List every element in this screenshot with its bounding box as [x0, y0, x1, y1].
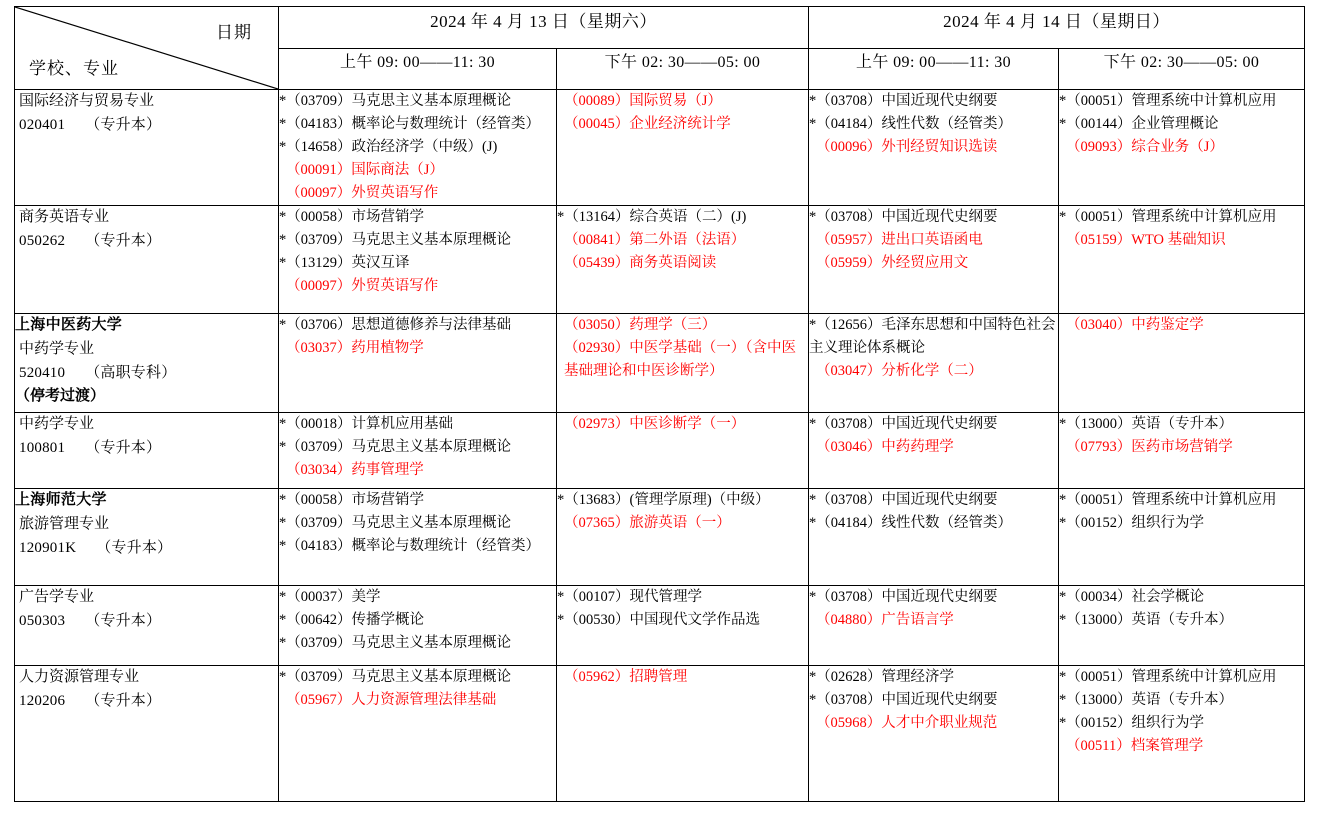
subject-item-optional: （05967）人力资源管理法律基础 — [286, 692, 497, 709]
subject-item-required: *（04184）线性代数（经管类） — [809, 116, 1012, 133]
subject-item-optional: （03040）中药鉴定学 — [1066, 317, 1204, 334]
table-row — [15, 489, 1305, 586]
major-level: （专升本） — [85, 612, 162, 629]
subject-item-required: *（00034）社会学概论 — [1059, 589, 1204, 606]
subject-item-required: *（04183）概率论与数理统计（经管类） — [279, 538, 540, 555]
subject-item-optional: （00091）国际商法（J） — [286, 162, 444, 179]
subject-item-required: *（02628）管理经济学 — [809, 669, 954, 686]
subject-item-optional: （02930）中医学基础（一）（含中医基础理论和中医诊断学） — [564, 340, 796, 380]
major-cell — [15, 586, 279, 666]
major-cell — [15, 314, 279, 413]
subject-item-required: *（03708）中国近现代史纲要 — [809, 93, 998, 109]
subject-item-required: *（13000）英语（专升本） — [1059, 416, 1233, 433]
subject-cell — [1059, 413, 1305, 489]
subject-item-required: *（13164）综合英语（二）(J) — [557, 209, 747, 226]
subject-item-optional: （03046）中药药理学 — [816, 439, 954, 456]
table-row — [15, 206, 1305, 314]
subject-cell — [809, 413, 1059, 489]
corner-header-cell — [15, 7, 279, 90]
major-cell — [15, 666, 279, 802]
major-level: （专升本） — [85, 692, 162, 709]
exam-schedule-table — [14, 6, 1305, 802]
subject-cell — [557, 314, 809, 413]
subject-cell — [1059, 489, 1305, 586]
subject-item-optional: （00096）外刊经贸知识选读 — [816, 139, 998, 156]
subject-item-required: *（13000）英语（专升本） — [1059, 612, 1233, 629]
subject-item-optional: （05968）人才中介职业规范 — [816, 715, 998, 732]
subject-item-required: *（00530）中国现代文学作品选 — [557, 612, 760, 629]
major-code-number: 520410 — [19, 364, 66, 381]
major-code-number: 100801 — [19, 439, 66, 456]
subject-item-optional: （00511）档案管理学 — [1066, 738, 1204, 755]
major-code-number: 120206 — [19, 692, 66, 709]
subject-item-required: *（03709）马克思主义基本原理概论 — [279, 669, 511, 686]
subject-item-required: *（04184）线性代数（经管类） — [809, 515, 1012, 532]
day-header-1: 2024 年 4 月 14 日（星期日） — [809, 7, 1305, 49]
major-code — [15, 230, 278, 254]
subject-item-required: *（00152）组织行为学 — [1059, 515, 1204, 532]
major-code — [15, 610, 278, 634]
table-body — [15, 90, 1305, 802]
subject-cell — [279, 90, 557, 206]
subject-item-required: *（03709）马克思主义基本原理概论 — [279, 635, 511, 652]
major-code-number: 050262 — [19, 232, 66, 249]
major-level: （专升本） — [85, 439, 162, 456]
subject-item-required: *（00051）管理系统中计算机应用 — [1059, 669, 1277, 686]
session-header-2: 上午 09: 00——11: 30 — [809, 48, 1059, 90]
subject-item-required: *（03708）中国近现代史纲要 — [809, 692, 998, 709]
corner-date-label: 日期 — [216, 23, 252, 42]
subject-item-optional: （09093）综合业务（J） — [1066, 139, 1224, 156]
subject-item-required: *（04183）概率论与数理统计（经管类） — [279, 116, 540, 133]
subject-item-optional: （02973）中医诊断学（一） — [564, 416, 746, 433]
subject-cell — [279, 586, 557, 666]
subject-cell — [557, 586, 809, 666]
subject-cell — [809, 586, 1059, 666]
subject-item-required: *（13000）英语（专升本） — [1059, 692, 1233, 709]
major-code-number: 050303 — [19, 612, 66, 629]
subject-item-optional: （05439）商务英语阅读 — [564, 255, 717, 272]
subject-cell — [809, 90, 1059, 206]
subject-cell — [809, 314, 1059, 413]
major-code — [15, 114, 278, 138]
subject-cell — [557, 90, 809, 206]
subject-cell — [279, 206, 557, 314]
subject-cell — [557, 413, 809, 489]
major-cell — [15, 413, 279, 489]
subject-item-optional: （05159）WTO 基础知识 — [1066, 232, 1226, 249]
major-cell — [15, 206, 279, 314]
major-level: （专升本） — [85, 232, 162, 249]
school-name: 上海师范大学 — [15, 492, 107, 509]
school-name: 上海中医药大学 — [15, 317, 123, 334]
session-header-0: 上午 09: 00——11: 30 — [279, 48, 557, 90]
subject-item-required: *（03708）中国近现代史纲要 — [809, 209, 998, 226]
subject-item-required: *（00058）市场营销学 — [279, 492, 424, 509]
subject-item-required: *（00144）企业管理概论 — [1059, 116, 1219, 133]
table-row — [15, 90, 1305, 206]
subject-cell — [279, 314, 557, 413]
major-code — [15, 690, 278, 714]
subject-item-required: *（03708）中国近现代史纲要 — [809, 589, 998, 606]
subject-item-required: *（00037）美学 — [279, 589, 381, 606]
table-row — [15, 586, 1305, 666]
subject-item-optional: （04880）广告语言学 — [816, 612, 954, 629]
major-name: 国际经济与贸易专业 — [19, 93, 155, 109]
corner-school-label: 学校、专业 — [29, 59, 119, 78]
subject-cell — [1059, 90, 1305, 206]
subject-cell — [557, 666, 809, 802]
subject-item-optional: （03034）药事管理学 — [286, 462, 424, 479]
subject-item-optional: （00097）外贸英语写作 — [286, 278, 439, 295]
subject-cell — [1059, 586, 1305, 666]
subject-item-required: *（00152）组织行为学 — [1059, 715, 1204, 732]
session-header-1: 下午 02: 30——05: 00 — [557, 48, 809, 90]
major-cell — [15, 90, 279, 206]
major-code-number: 020401 — [19, 116, 66, 133]
subject-item-required: *（12656）毛泽东思想和中国特色社会主义理论体系概论 — [809, 317, 1056, 357]
subject-item-optional: （07365）旅游英语（一） — [564, 515, 731, 532]
major-name: 中药学专业 — [19, 416, 95, 433]
subject-cell — [279, 489, 557, 586]
subject-item-optional: （00097）外贸英语写作 — [286, 185, 439, 202]
subject-cell — [1059, 666, 1305, 802]
subject-item-optional: （07793）医药市场营销学 — [1066, 439, 1233, 456]
subject-item-required: *（00051）管理系统中计算机应用 — [1059, 209, 1277, 226]
subject-cell — [809, 666, 1059, 802]
subject-item-optional: （00841）第二外语（法语） — [564, 232, 746, 249]
subject-item-optional: （00045）企业经济统计学 — [564, 116, 731, 133]
table-row — [15, 413, 1305, 489]
subject-item-required: *（00051）管理系统中计算机应用 — [1059, 492, 1277, 509]
subject-cell — [1059, 206, 1305, 314]
subject-cell — [809, 489, 1059, 586]
table-header — [15, 7, 1305, 90]
subject-item-required: *（00642）传播学概论 — [279, 612, 424, 629]
session-header-3: 下午 02: 30——05: 00 — [1059, 48, 1305, 90]
subject-cell — [557, 206, 809, 314]
major-note: （停考过渡） — [15, 388, 106, 405]
subject-item-optional: （03047）分析化学（二） — [816, 363, 983, 380]
subject-item-optional: （03050）药理学（三） — [564, 317, 717, 334]
subject-item-optional: （00089）国际贸易（J） — [564, 93, 722, 109]
subject-item-optional: （05957）进出口英语函电 — [816, 232, 983, 249]
subject-item-optional: （05962）招聘管理 — [564, 669, 688, 686]
header-row-days — [15, 7, 1305, 49]
subject-cell — [557, 489, 809, 586]
subject-cell — [809, 206, 1059, 314]
subject-item-required: *（03709）马克思主义基本原理概论 — [279, 515, 511, 532]
major-name: 中药学专业 — [19, 340, 95, 357]
subject-item-required: *（13129）英汉互译 — [279, 255, 410, 272]
subject-item-optional: （03037）药用植物学 — [286, 340, 424, 357]
major-code — [15, 537, 278, 561]
subject-item-required: *（03709）马克思主义基本原理概论 — [279, 439, 511, 456]
major-code — [15, 362, 278, 386]
table-row — [15, 314, 1305, 413]
major-name: 商务英语专业 — [19, 209, 110, 226]
major-level: （专升本） — [85, 116, 162, 133]
subject-cell — [279, 666, 557, 802]
subject-item-optional: （05959）外经贸应用文 — [816, 255, 969, 272]
major-name: 旅游管理专业 — [19, 515, 110, 532]
major-code — [15, 437, 278, 461]
subject-item-required: *（13683）(管理学原理)（中级） — [557, 492, 770, 509]
subject-item-required: *（00058）市场营销学 — [279, 209, 424, 226]
major-name: 广告学专业 — [19, 589, 95, 606]
day-header-0: 2024 年 4 月 13 日（星期六） — [279, 7, 809, 49]
major-code-number: 120901K — [19, 539, 77, 556]
major-level: （高职专科） — [85, 364, 177, 381]
subject-cell — [279, 413, 557, 489]
subject-item-required: *（00107）现代管理学 — [557, 589, 702, 606]
subject-item-required: *（03709）马克思主义基本原理概论 — [279, 93, 511, 109]
subject-item-required: *（03708）中国近现代史纲要 — [809, 492, 998, 509]
subject-item-required: *（03706）思想道德修养与法律基础 — [279, 317, 511, 334]
subject-item-required: *（03708）中国近现代史纲要 — [809, 416, 998, 433]
subject-item-required: *（03709）马克思主义基本原理概论 — [279, 232, 511, 249]
major-cell — [15, 489, 279, 586]
subject-cell — [1059, 314, 1305, 413]
table-row — [15, 666, 1305, 802]
major-name: 人力资源管理专业 — [19, 669, 140, 686]
major-level: （专升本） — [96, 539, 173, 556]
subject-item-required: *（14658）政治经济学（中级）(J) — [279, 139, 498, 156]
subject-item-required: *（00051）管理系统中计算机应用 — [1059, 93, 1277, 109]
subject-item-required: *（00018）计算机应用基础 — [279, 416, 453, 433]
